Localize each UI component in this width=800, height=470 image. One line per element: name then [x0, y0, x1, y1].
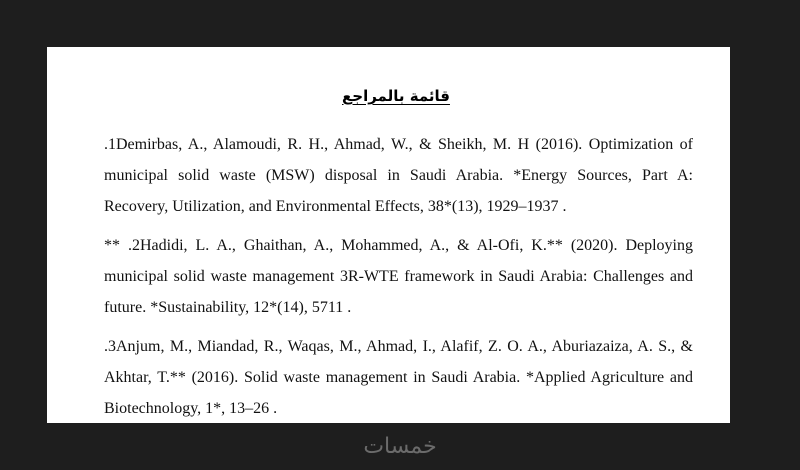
document-page — [47, 47, 730, 423]
references-title: قائمة بالمراجع — [342, 87, 450, 105]
khamsat-watermark: خمسات — [363, 434, 437, 459]
references-list — [104, 129, 693, 432]
reference-item: .1Demirbas, A., Alamoudi, R. H., Ahmad, W., & Sheikh, M. H (2016). Optimization of municipal solid waste (MSW) disposal in Saudi Arabia. *Energy Sources, Part A: Recovery, Utilization, and Environmental Effects, 38*(13), 1929–1937 . — [104, 136, 693, 215]
reference-item: ** .2Hadidi, L. A., Ghaithan, A., Mohammed, A., & Al-Ofi, K.** (2020). Deploying municipal solid waste management 3R-WTE framework in Saudi Arabia: Challenges and future. *Sustainability, 12*(14), 5711 . — [104, 237, 693, 316]
reference-item: .3Anjum, M., Miandad, R., Waqas, M., Ahmad, I., Alafif, Z. O. A., Aburiazaiza, A. S., & Akhtar, T.** (2016). Solid waste management in Saudi Arabia. *Applied Agriculture and Biotechnology, 1*, 13–26 . — [104, 338, 693, 417]
